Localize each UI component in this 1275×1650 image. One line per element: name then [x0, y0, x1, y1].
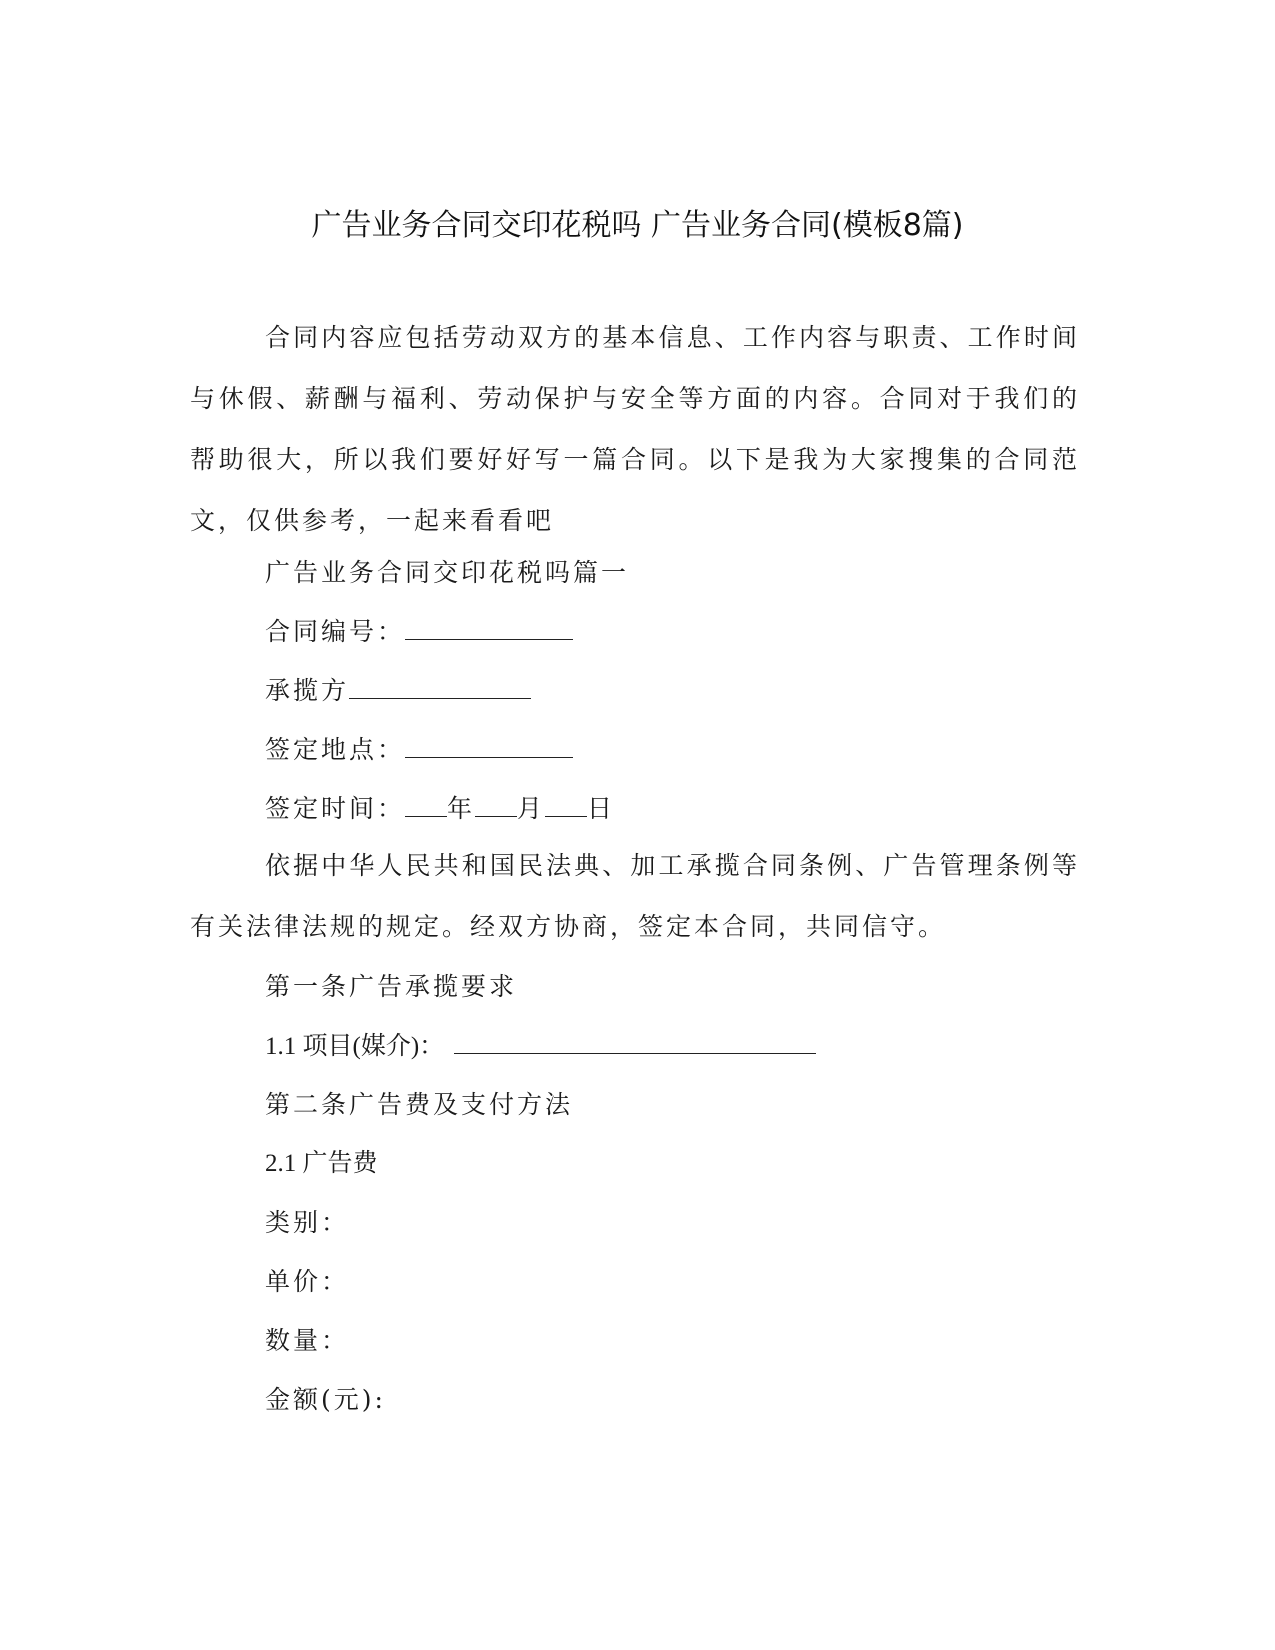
document-title: 广告业务合同交印花税吗 广告业务合同(模板8篇)	[311, 208, 964, 243]
article-1-heading: 第一条广告承揽要求	[265, 972, 518, 1001]
contract-number-label: 合同编号：	[265, 617, 406, 646]
contract-number-line	[265, 614, 573, 650]
basis-paragraph: 依据中华人民共和国民法典、加工承揽合同条例、广告管理条例等有关法律法规的规定。经双方协商，签定本合同，共同信守。	[190, 851, 1080, 941]
sign-month-blank	[475, 794, 517, 817]
sign-time-line	[265, 791, 615, 827]
section-heading: 广告业务合同交印花税吗篇一	[265, 558, 630, 587]
sign-time-label: 签定时间：	[265, 794, 406, 823]
amount-label: 金额(元):	[265, 1385, 386, 1414]
article-2-heading: 第二条广告费及支付方法	[265, 1090, 574, 1119]
sign-year-blank	[405, 794, 447, 817]
sign-place-blank	[405, 735, 573, 758]
contract-number-blank	[405, 617, 573, 640]
sign-place-label: 签定地点：	[265, 735, 406, 764]
sign-day-blank	[545, 794, 587, 817]
contractor-label: 承揽方	[265, 676, 350, 705]
unit-price-label: 单价：	[265, 1267, 350, 1296]
sign-month-label: 月	[517, 794, 546, 823]
intro-paragraph: 合同内容应包括劳动双方的基本信息、工作内容与职责、工作时间与休假、薪酬与福利、劳动保护与安全等方面的内容。合同对于我们的帮助很大，所以我们要好好写一篇合同。以下是我为大家搜集的合同范文，仅供参考，一起来看看吧	[190, 323, 1080, 535]
sign-year-label: 年	[447, 794, 476, 823]
item-1-1-blank	[454, 1031, 816, 1054]
category-label: 类别：	[265, 1208, 350, 1237]
sign-place-line	[265, 732, 573, 768]
item-2-1-label: 2.1 广告费	[265, 1150, 378, 1177]
item-1-1-line	[265, 1028, 816, 1065]
quantity-label: 数量：	[265, 1326, 350, 1355]
contractor-line	[265, 673, 531, 709]
sign-day-label: 日	[587, 794, 616, 823]
item-1-1-label: 1.1 项目(媒介)：	[265, 1033, 445, 1060]
contractor-blank	[349, 676, 531, 699]
